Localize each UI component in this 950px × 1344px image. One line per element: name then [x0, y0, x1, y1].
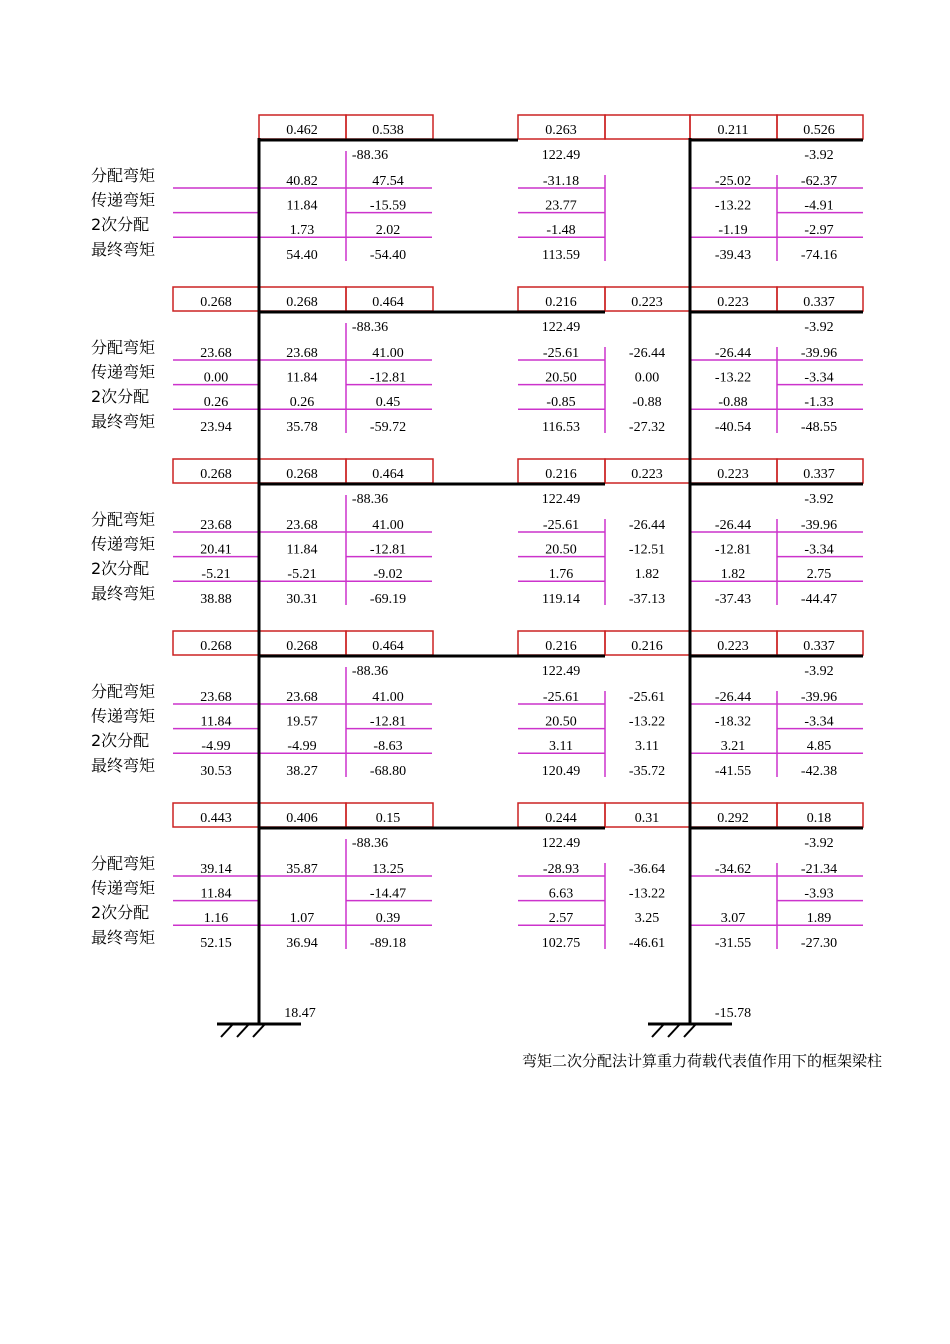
moment-value: 0.39	[375, 911, 401, 927]
moment-value: -27.30	[800, 935, 838, 951]
moment-value: -26.44	[714, 690, 752, 705]
moment-value: -13.22	[628, 886, 666, 902]
moment-value: -15.59	[369, 198, 407, 214]
moment-value: -48.55	[800, 419, 838, 435]
moment-value: 11.84	[286, 370, 318, 386]
moment-value: 23.68	[200, 346, 232, 361]
moment-value: 1.76	[548, 567, 574, 583]
moment-value: 102.75	[541, 935, 581, 951]
moment-value: -34.62	[714, 862, 752, 877]
fixed-end-moment: 122.49	[541, 148, 581, 163]
fixed-support	[668, 1024, 680, 1037]
row-label: 最终弯矩	[91, 411, 156, 431]
moment-value: 47.54	[372, 174, 404, 189]
moment-value: 13.25	[372, 862, 404, 877]
moment-value: -31.55	[714, 935, 752, 951]
distribution-factor: 0.464	[372, 467, 404, 482]
moment-value: -41.55	[714, 763, 752, 779]
moment-value: 20.50	[545, 370, 577, 386]
distribution-factor: 0.223	[631, 295, 663, 310]
moment-value: 11.84	[286, 198, 318, 214]
moment-value: 11.84	[200, 886, 232, 902]
moment-value: 20.50	[545, 542, 577, 558]
moment-value: -39.96	[800, 518, 838, 533]
fixed-end-moment: -3.92	[804, 492, 834, 507]
fixed-end-moment: -3.92	[804, 664, 834, 679]
moment-value: 0.00	[203, 370, 229, 386]
moment-value: -39.96	[800, 690, 838, 705]
moment-value: -68.80	[369, 763, 407, 779]
moment-value: -89.18	[369, 935, 407, 951]
moment-value: 0.45	[375, 395, 401, 411]
moment-value: -59.72	[369, 419, 407, 435]
moment-value: 11.84	[286, 542, 318, 558]
moment-value: 19.57	[286, 714, 318, 730]
moment-value: -54.40	[369, 247, 407, 263]
distribution-factor: 0.216	[545, 295, 577, 310]
distribution-factor: 0.18	[806, 811, 832, 826]
moment-value: -35.72	[628, 763, 666, 779]
moment-value: 1.82	[720, 567, 746, 583]
moment-value: 0.26	[203, 395, 229, 411]
moment-value: -13.22	[628, 714, 666, 730]
distribution-factor: 0.268	[200, 295, 232, 310]
moment-value: -5.21	[287, 567, 317, 583]
moment-value: -12.81	[369, 714, 407, 730]
fixed-support	[221, 1024, 233, 1037]
moment-value: -9.02	[373, 567, 403, 583]
distribution-factor: 0.216	[545, 467, 577, 482]
moment-value: -12.81	[369, 542, 407, 558]
moment-value: 23.77	[545, 198, 577, 214]
frame-values	[91, 123, 837, 1021]
moment-value: 1.73	[289, 223, 315, 239]
moment-value: 54.40	[286, 247, 318, 263]
fixed-end-moment: -88.36	[351, 836, 389, 851]
distribution-factor: 0.31	[634, 811, 660, 826]
moment-value: -4.91	[804, 198, 834, 214]
moment-value: -1.33	[804, 395, 834, 411]
moment-value: 20.41	[200, 542, 232, 558]
moment-value: 4.85	[806, 739, 832, 755]
distribution-factor: 0.268	[200, 467, 232, 482]
moment-value: -25.61	[542, 690, 580, 705]
moment-value: -69.19	[369, 591, 407, 607]
distribution-factor: 0.268	[286, 467, 318, 482]
moment-value: 1.16	[203, 911, 229, 927]
moment-value: -13.22	[714, 198, 752, 214]
moment-value: 41.00	[372, 346, 404, 361]
moment-value: 23.94	[200, 419, 232, 435]
row-label: 2次分配	[91, 215, 150, 235]
distribution-factor: 0.337	[803, 639, 835, 654]
moment-value: 3.11	[635, 739, 659, 755]
row-label: 传递弯矩	[91, 362, 156, 382]
moment-value: 0.26	[289, 395, 315, 411]
moment-value: 39.14	[200, 862, 232, 877]
moment-value: -37.13	[628, 591, 666, 607]
moment-value: 1.82	[634, 567, 660, 583]
distribution-factor: 0.406	[286, 811, 318, 826]
moment-value: 30.31	[286, 591, 318, 607]
moment-value: 23.68	[200, 518, 232, 533]
distribution-factor: 0.216	[631, 639, 663, 654]
moment-value: 3.21	[720, 739, 746, 755]
distribution-factor: 0.337	[803, 467, 835, 482]
row-label: 传递弯矩	[91, 706, 156, 726]
fixed-support	[684, 1024, 696, 1037]
fixed-end-moment: -3.92	[804, 836, 834, 851]
row-label: 分配弯矩	[91, 166, 156, 185]
moment-value: -3.93	[804, 886, 834, 902]
frame-lines	[173, 115, 863, 1037]
distribution-factor: 0.211	[717, 123, 749, 138]
moment-value: 119.14	[542, 591, 580, 607]
distribution-factor: 0.538	[372, 123, 404, 138]
row-label: 最终弯矩	[91, 927, 156, 947]
moment-value: -1.48	[546, 223, 576, 239]
moment-value: 11.84	[200, 714, 232, 730]
moment-value: -18.32	[714, 714, 752, 730]
moment-value: 2.75	[806, 567, 832, 583]
moment-value: -2.97	[804, 223, 834, 239]
moment-value: 23.68	[286, 518, 318, 533]
moment-value: -39.43	[714, 247, 752, 263]
moment-value: 35.87	[286, 862, 318, 877]
distribution-factor: 0.263	[545, 123, 577, 138]
moment-value: -12.81	[714, 542, 752, 558]
moment-value: -37.43	[714, 591, 752, 607]
row-label: 分配弯矩	[91, 854, 156, 873]
distribution-factor: 0.223	[717, 467, 749, 482]
moment-value: 3.25	[634, 911, 660, 927]
moment-value: 120.49	[541, 763, 581, 779]
moment-value: -26.44	[714, 518, 752, 533]
distribution-factor: 0.268	[286, 639, 318, 654]
moment-value: 52.15	[200, 935, 232, 951]
moment-value: -28.93	[542, 862, 580, 877]
factor-box	[605, 115, 690, 139]
fixed-end-moment: -3.92	[804, 320, 834, 335]
fixed-end-moment: -88.36	[351, 148, 389, 163]
moment-value: -0.88	[718, 395, 748, 411]
distribution-factor: 0.268	[200, 639, 232, 654]
moment-value: 35.78	[286, 419, 318, 435]
distribution-factor: 0.268	[286, 295, 318, 310]
fixed-end-moment: -88.36	[351, 664, 389, 679]
distribution-factor: 0.292	[717, 811, 749, 826]
fixed-support	[652, 1024, 664, 1037]
fixed-end-moment: -3.92	[804, 148, 834, 163]
moment-value: -25.02	[714, 174, 752, 189]
moment-value: -40.54	[714, 419, 752, 435]
fixed-end-moment: 122.49	[541, 664, 581, 679]
moment-value: 116.53	[542, 419, 580, 435]
moment-value: -0.85	[546, 395, 576, 411]
distribution-factor: 0.15	[375, 811, 401, 826]
moment-value: 1.07	[289, 911, 315, 927]
row-label: 最终弯矩	[91, 755, 156, 775]
distribution-factor: 0.244	[545, 811, 577, 826]
fixed-end-moment: 122.49	[541, 320, 581, 335]
moment-value: -3.34	[804, 370, 834, 386]
moment-value: -36.64	[628, 862, 666, 877]
moment-value: 23.68	[286, 690, 318, 705]
row-label: 2次分配	[91, 731, 150, 751]
moment-value: -25.61	[542, 518, 580, 533]
moment-value: -25.61	[628, 690, 666, 705]
row-label: 分配弯矩	[91, 510, 156, 529]
row-label: 最终弯矩	[91, 239, 156, 259]
row-label: 分配弯矩	[91, 682, 156, 701]
moment-value: -39.96	[800, 346, 838, 361]
row-label: 最终弯矩	[91, 583, 156, 603]
moment-value: 2.02	[375, 223, 401, 239]
moment-value: 41.00	[372, 518, 404, 533]
moment-value: -62.37	[800, 174, 838, 189]
moment-value: -4.99	[201, 739, 231, 755]
moment-value: 3.11	[549, 739, 573, 755]
moment-value: 23.68	[200, 690, 232, 705]
row-label: 2次分配	[91, 903, 150, 923]
moment-value: -42.38	[800, 763, 838, 779]
fixed-end-moment: 122.49	[541, 492, 581, 507]
base-moment: 18.47	[284, 1006, 316, 1021]
moment-value: 6.63	[548, 886, 574, 902]
moment-value: 20.50	[545, 714, 577, 730]
moment-value: 38.88	[200, 591, 232, 607]
moment-value: -1.19	[718, 223, 748, 239]
moment-value: -44.47	[800, 591, 838, 607]
row-label: 2次分配	[91, 387, 150, 407]
fixed-end-moment: -88.36	[351, 320, 389, 335]
moment-value: -3.34	[804, 542, 834, 558]
moment-value: -12.81	[369, 370, 407, 386]
distribution-factor: 0.216	[545, 639, 577, 654]
moment-value: 3.07	[720, 911, 746, 927]
distribution-factor: 0.443	[200, 811, 232, 826]
distribution-factor: 0.223	[631, 467, 663, 482]
moment-value: -26.44	[714, 346, 752, 361]
moment-value: 113.59	[542, 247, 580, 263]
distribution-factor: 0.464	[372, 639, 404, 654]
fixed-support	[237, 1024, 249, 1037]
distribution-factor: 0.464	[372, 295, 404, 310]
row-label: 传递弯矩	[91, 190, 156, 210]
moment-value: 40.82	[286, 174, 318, 189]
moment-value: 2.57	[548, 911, 574, 927]
row-label: 分配弯矩	[91, 338, 156, 357]
moment-value: 1.89	[806, 911, 832, 927]
moment-value: -12.51	[628, 542, 666, 558]
moment-value: 0.00	[634, 370, 660, 386]
base-moment: -15.78	[714, 1006, 752, 1021]
distribution-factor: 0.462	[286, 123, 318, 138]
fixed-support	[253, 1024, 265, 1037]
moment-value: -26.44	[628, 518, 666, 533]
row-label: 2次分配	[91, 559, 150, 579]
fixed-end-moment: 122.49	[541, 836, 581, 851]
moment-value: -4.99	[287, 739, 317, 755]
row-label: 传递弯矩	[91, 878, 156, 898]
fixed-end-moment: -88.36	[351, 492, 389, 507]
moment-value: -3.34	[804, 714, 834, 730]
moment-value: 23.68	[286, 346, 318, 361]
moment-value: 36.94	[286, 935, 318, 951]
row-label: 传递弯矩	[91, 534, 156, 554]
moment-value: -13.22	[714, 370, 752, 386]
distribution-factor: 0.223	[717, 639, 749, 654]
caption: 弯矩二次分配法计算重力荷载代表值作用下的框架梁柱	[521, 1052, 882, 1070]
moment-value: -14.47	[369, 886, 407, 902]
moment-value: -0.88	[632, 395, 662, 411]
moment-value: -8.63	[373, 739, 403, 755]
moment-value: -5.21	[201, 567, 231, 583]
moment-value: -46.61	[628, 935, 666, 951]
distribution-factor: 0.526	[803, 123, 835, 138]
distribution-factor: 0.337	[803, 295, 835, 310]
moment-value: 41.00	[372, 690, 404, 705]
moment-value: 30.53	[200, 763, 232, 779]
moment-value: -25.61	[542, 346, 580, 361]
moment-value: 38.27	[286, 763, 318, 779]
moment-value: -26.44	[628, 346, 666, 361]
distribution-factor: 0.223	[717, 295, 749, 310]
moment-value: -27.32	[628, 419, 666, 435]
moment-value: -74.16	[800, 247, 838, 263]
moment-value: -31.18	[542, 174, 580, 189]
moment-value: -21.34	[800, 862, 838, 877]
